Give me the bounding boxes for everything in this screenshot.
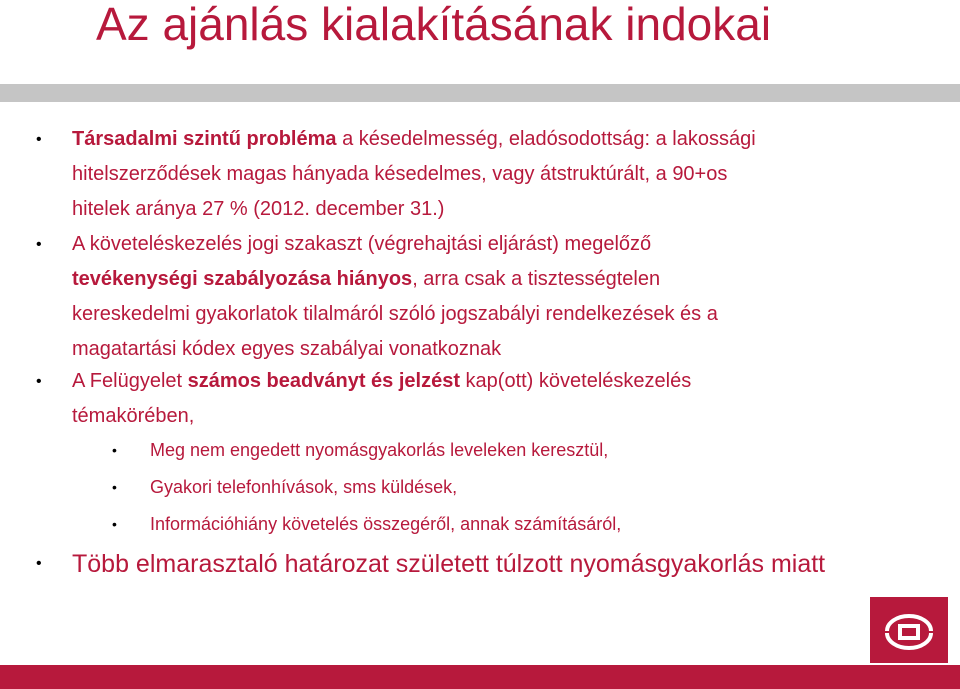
- bullet-icon: •: [36, 555, 42, 572]
- sub-bullet-item: [112, 433, 609, 468]
- bullet-line: hitelek aránya 27 % (2012. december 31.): [72, 198, 445, 220]
- bullet-item: [36, 547, 826, 581]
- bullet-icon: •: [36, 131, 42, 148]
- footer-bar: [0, 665, 960, 689]
- bullet-icon: •: [112, 516, 117, 532]
- bullet-bold-text: Társadalmi szintű probléma: [72, 128, 337, 150]
- bullet-icon: •: [36, 373, 42, 390]
- bullet-bold-text: számos beadványt és jelzést: [187, 370, 460, 392]
- sub-bullet-item: [112, 470, 458, 505]
- institution-logo-icon: [870, 597, 948, 663]
- bullet-line: [72, 364, 691, 399]
- bullet-text: kap(ott) követeléskezelés: [459, 370, 692, 392]
- bullet-text: , arra csak a tisztességtelen: [412, 268, 661, 290]
- bullet-line: [72, 122, 756, 157]
- bullet-line: A követeléskezelés jogi szakaszt (végrehajtási eljárást) megelőző: [72, 233, 652, 255]
- bullet-icon: •: [36, 236, 42, 253]
- bullet-text: a késedelmesség, eladósodottság: a lakossági: [336, 128, 756, 150]
- bullet-icon: •: [112, 479, 117, 495]
- bullet-line: Több elmarasztaló határozat született túlzott nyomásgyakorlás miatt: [72, 550, 826, 578]
- sub-bullet-text: Gyakori telefonhívások, sms küldések,: [150, 477, 458, 497]
- page-title: Az ajánlás kialakításának indokai: [96, 0, 772, 50]
- bullet-item: [36, 122, 756, 227]
- bullet-text: A Felügyelet: [72, 370, 188, 392]
- bullet-line: [72, 262, 718, 297]
- bullet-line: hitelszerződések magas hányada késedelmes, vagy átstruktúrált, a 90+os: [72, 163, 728, 185]
- sub-bullet-text: Meg nem engedett nyomásgyakorlás leveleken keresztül,: [150, 440, 609, 460]
- bullet-line: kereskedelmi gyakorlatok tilalmáról szóló jogszabályi rendelkezések és a: [72, 303, 718, 325]
- bullet-line: témakörében,: [72, 405, 195, 427]
- bullet-item: [36, 364, 692, 434]
- sub-bullet-item: [112, 507, 622, 542]
- title-divider: [0, 84, 960, 102]
- bullet-line: magatartási kódex egyes szabályai vonatkoznak: [72, 338, 502, 360]
- sub-bullet-text: Információhiány követelés összegéről, annak számításáról,: [150, 514, 622, 534]
- bullet-item: [36, 227, 718, 367]
- bullet-icon: •: [112, 442, 117, 458]
- bullet-bold-text: tevékenységi szabályozása hiányos: [72, 268, 413, 290]
